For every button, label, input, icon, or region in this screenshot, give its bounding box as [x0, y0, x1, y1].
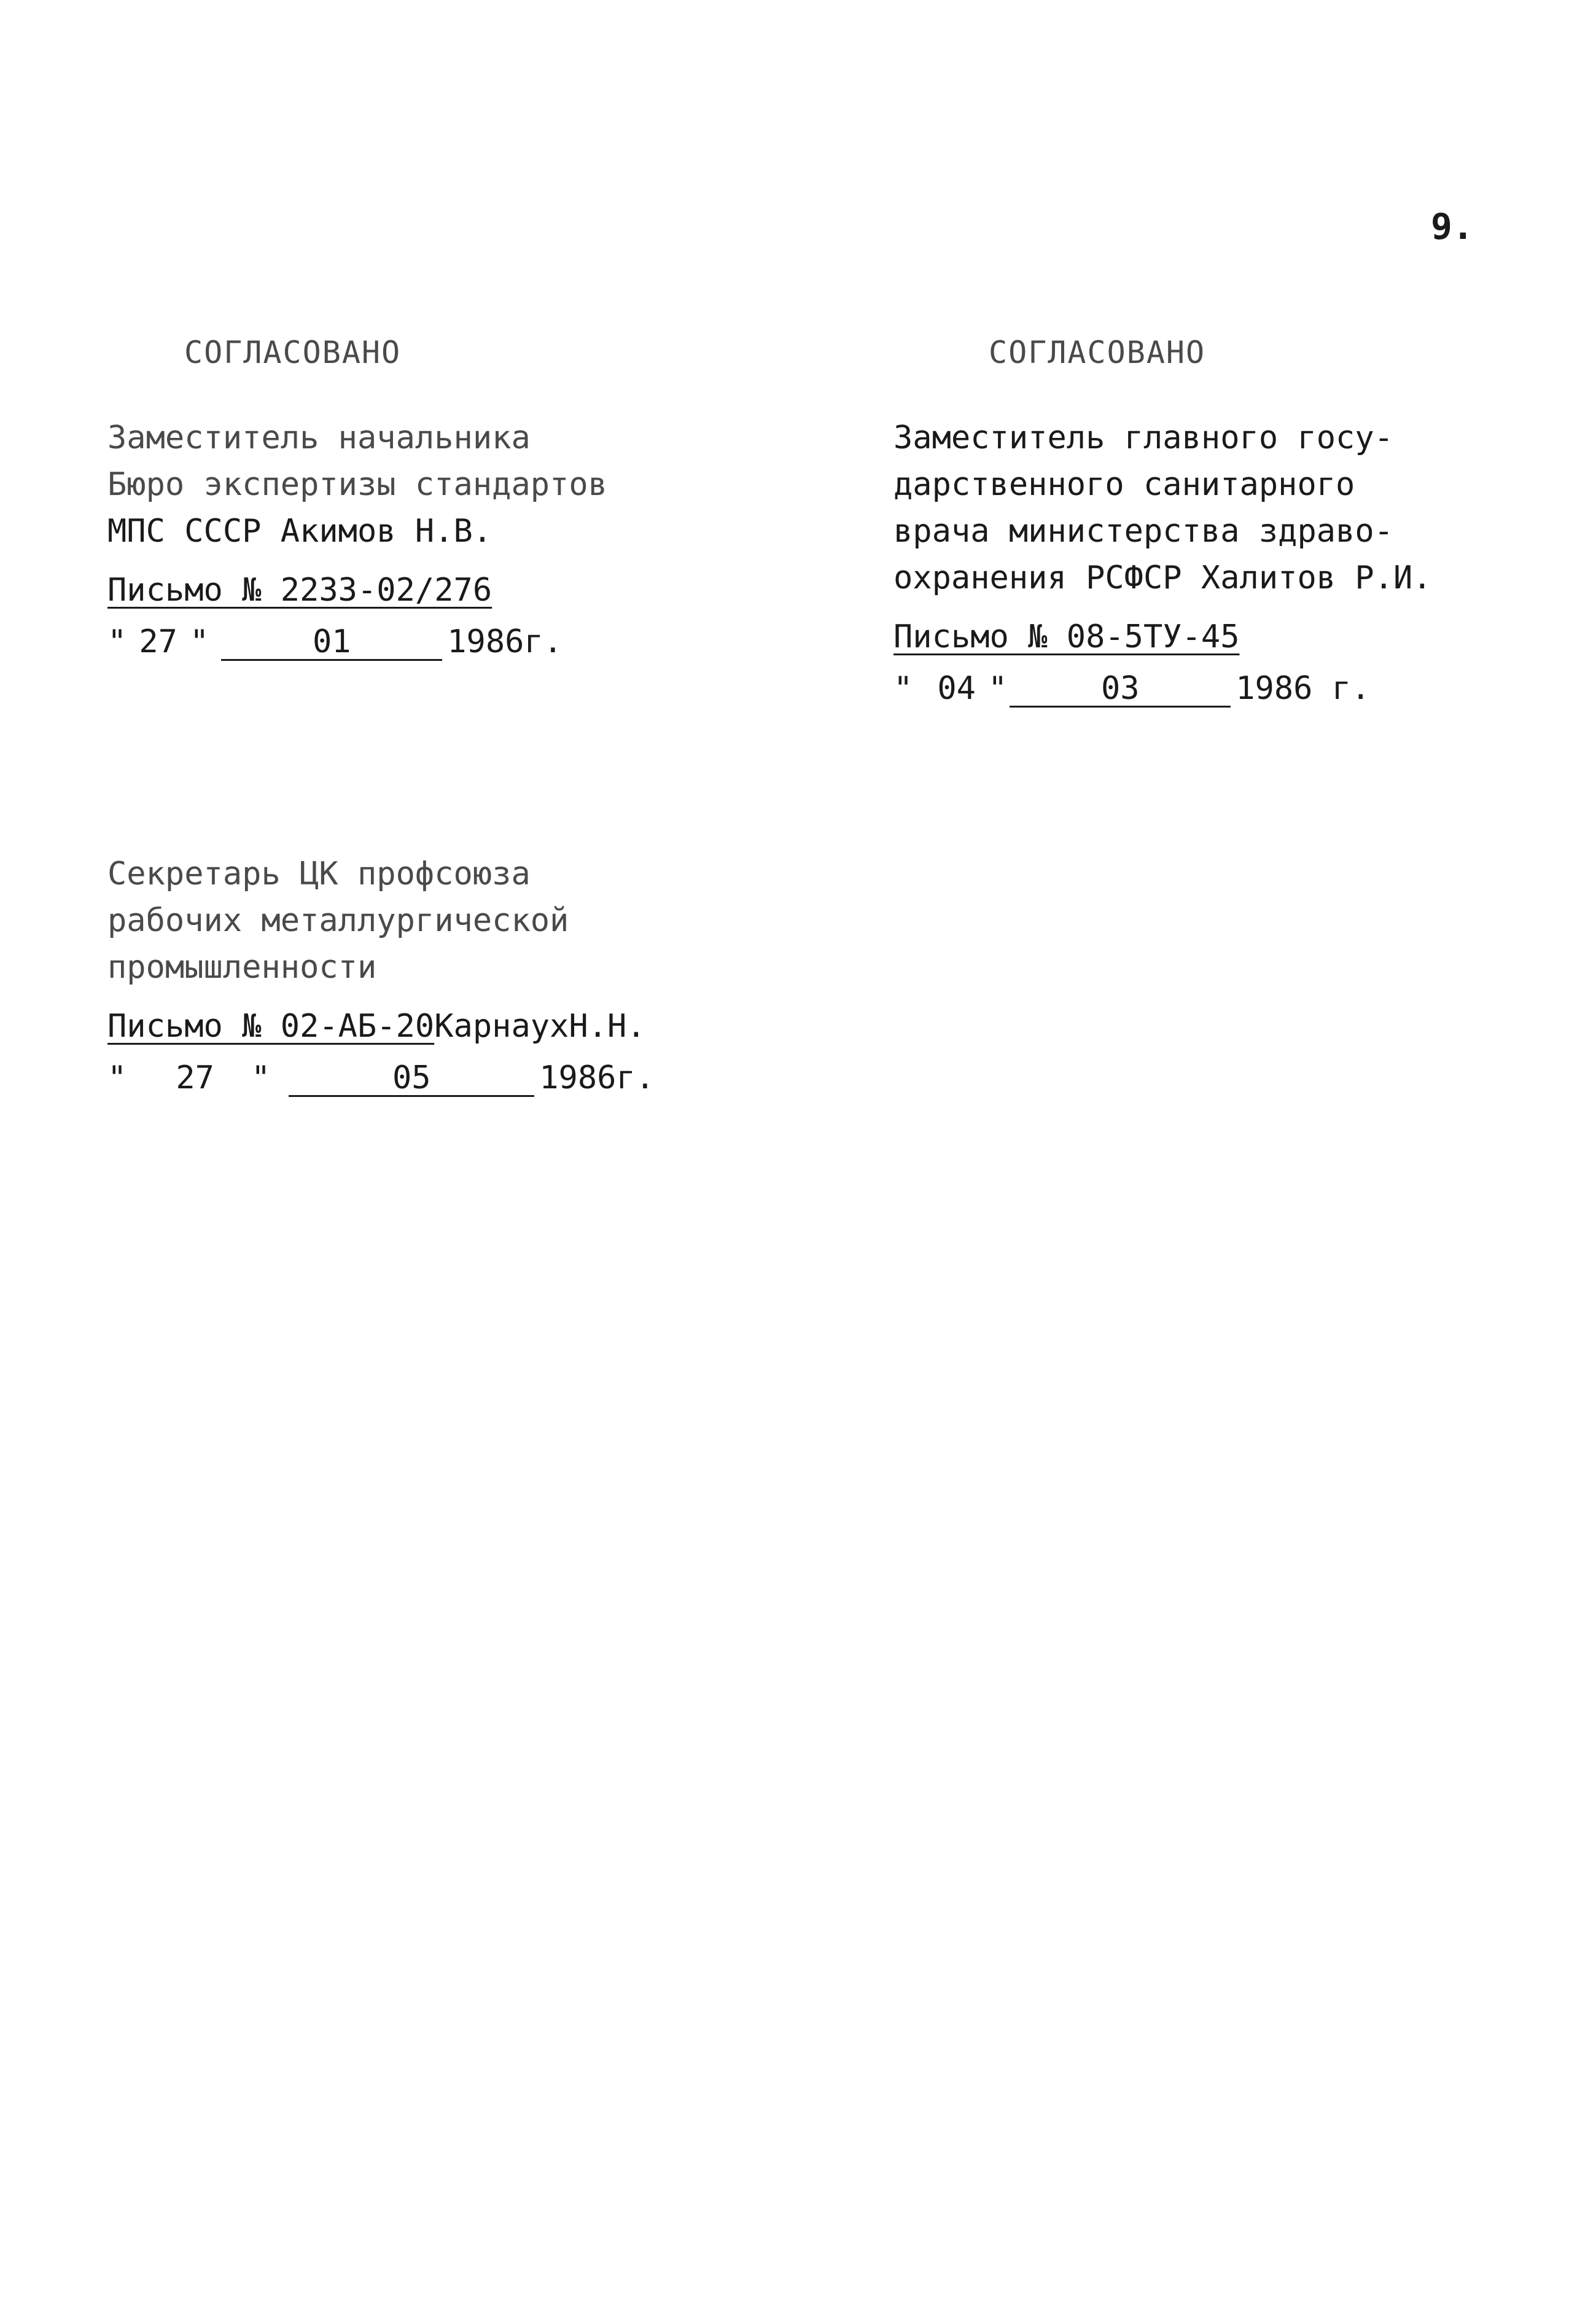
approval-heading: СОГЛАСОВАНО [989, 335, 1206, 370]
position-line: Бюро экспертизы стандартов [107, 466, 607, 503]
position-line: Заместитель начальника [107, 419, 531, 456]
date-year: 1986 г. [1236, 670, 1371, 707]
approval-block-health [989, 335, 1205, 370]
date-month: 05 [289, 1061, 534, 1097]
approval-block-mps [184, 335, 401, 370]
position-line: рабочих металлургической [107, 902, 569, 939]
date-quote-close: " [251, 1059, 271, 1096]
approval-text-health [893, 415, 1432, 713]
position-line: дарственного санитарного [893, 466, 1355, 503]
date-day: 04 [937, 670, 976, 707]
date-month: 03 [1010, 671, 1231, 708]
signer-name: КарнаухН.Н. [434, 1008, 646, 1045]
date-quote-open: " [107, 623, 127, 660]
approval-heading: СОГЛАСОВАНО [184, 335, 402, 370]
date-year: 1986г. [447, 623, 563, 660]
letter-reference-line [107, 1003, 655, 1050]
letter-reference: Письмо № 08-5ТУ-45 [893, 618, 1240, 655]
position-line: промышленности [107, 949, 377, 986]
date-quote-close: " [987, 670, 1008, 707]
date-quote-open: " [893, 670, 913, 707]
signer-line: МПС СССР Акимов Н.В. [107, 513, 492, 550]
page-number: 9. [1431, 206, 1474, 248]
approval-text-mps [107, 415, 607, 666]
date-quote-close: " [189, 623, 209, 660]
position-line: Секретарь ЦК профсоюза [107, 856, 531, 892]
date-quote-open: " [107, 1059, 127, 1096]
letter-reference: Письмо № 2233-02/276 [107, 572, 492, 609]
signer-line: охранения РСФСР Халитов Р.И. [893, 560, 1432, 596]
date-day: 27 [139, 623, 177, 660]
approval-date [893, 664, 1432, 713]
approval-date [107, 1053, 655, 1102]
position-line: врача министерства здраво- [893, 513, 1393, 550]
position-line: Заместитель главного госу- [893, 419, 1393, 456]
approval-date [107, 617, 607, 666]
letter-reference: Письмо № 02-АБ-20 [107, 1008, 435, 1045]
date-day: 27 [176, 1059, 214, 1096]
date-month: 01 [221, 625, 442, 661]
date-year: 1986г. [539, 1059, 655, 1096]
approval-text-union [107, 851, 655, 1102]
